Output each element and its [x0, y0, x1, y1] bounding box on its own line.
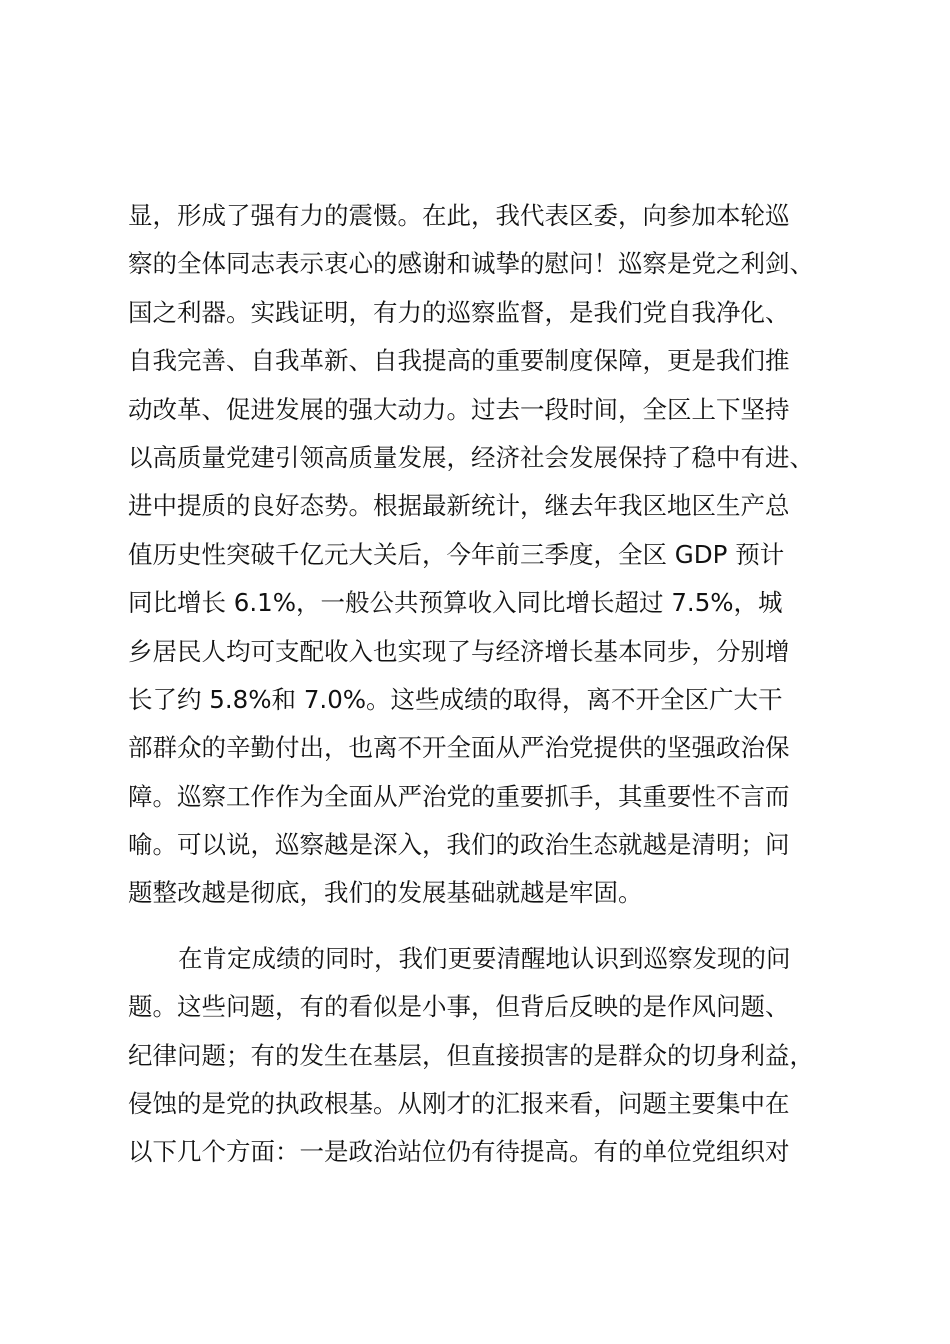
text-line: 国之利器。实践证明，有力的巡察监督，是我们党自我净化、 — [128, 297, 790, 327]
text-line: 同比增长 6.1%，一般公共预算收入同比增长超过 7.5%，城 — [128, 588, 783, 618]
text-line: 乡居民人均可支配收入也实现了与经济增长基本同步，分别增 — [128, 636, 790, 666]
text-line: 障。巡察工作作为全面从严治党的重要抓手，其重要性不言而 — [128, 781, 790, 811]
text-line: 以高质量党建引领高质量发展，经济社会发展保持了稳中有进、 — [128, 442, 814, 472]
paragraph-1 — [128, 192, 828, 918]
text-line: 喻。可以说，巡察越是深入，我们的政治生态就越是清明；问 — [128, 830, 790, 860]
paragraph-spacer — [128, 918, 828, 935]
text-line: 题整改越是彻底，我们的发展基础就越是牢固。 — [128, 878, 643, 908]
document-body — [128, 192, 828, 1177]
text-line: 在肯定成绩的同时，我们更要清醒地认识到巡察发现的问 — [178, 943, 791, 973]
text-line: 部群众的辛勤付出，也离不开全面从严治党提供的坚强政治保 — [128, 733, 790, 763]
text-line: 进中提质的良好态势。根据最新统计，继去年我区地区生产总 — [128, 491, 790, 521]
paragraph-2 — [128, 935, 828, 1177]
text-line: 显，形成了强有力的震慑。在此，我代表区委，向参加本轮巡 — [128, 201, 790, 230]
text-line: 题。这些问题，有的看似是小事，但背后反映的是作风问题、 — [128, 992, 790, 1022]
text-line: 长了约 5.8%和 7.0%。这些成绩的取得，离不开全区广大干 — [128, 684, 783, 714]
text-line: 侵蚀的是党的执政根基。从刚才的汇报来看，问题主要集中在 — [128, 1089, 790, 1119]
text-line: 自我完善、自我革新、自我提高的重要制度保障，更是我们推 — [128, 346, 790, 376]
text-line: 察的全体同志表示衷心的感谢和诚挚的慰问！巡察是党之利剑、 — [128, 249, 814, 279]
text-line: 以下几个方面：一是政治站位仍有待提高。有的单位党组织对 — [128, 1137, 790, 1167]
text-line: 纪律问题；有的发生在基层，但直接损害的是群众的切身利益， — [128, 1040, 814, 1070]
text-line: 值历史性突破千亿元大关后，今年前三季度，全区 GDP 预计 — [128, 539, 785, 569]
text-line: 动改革、促进发展的强大动力。过去一段时间，全区上下坚持 — [128, 394, 790, 424]
